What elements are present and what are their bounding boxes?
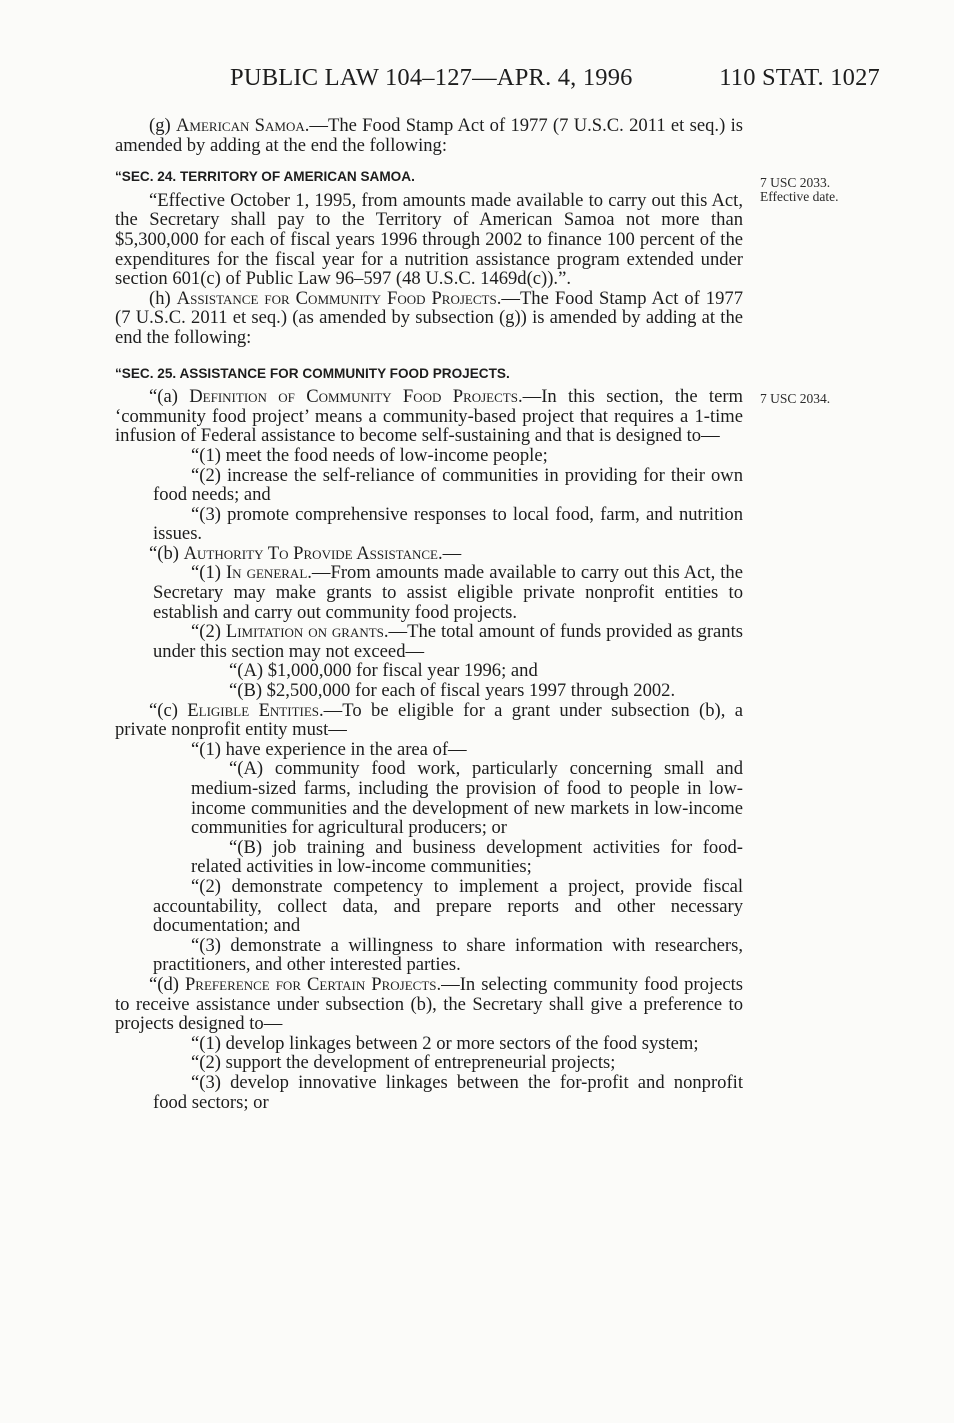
subsection-b-2-A: “(A) $1,000,000 for fiscal year 1996; and [229,660,538,682]
paragraph-heading: Assistance for Community Food Projects [176,287,497,309]
paragraph-heading: American Samoa [175,115,305,136]
subsection-heading: Preference for Certain Projects [184,973,437,995]
paragraph-g: (g) American Samoa.—The Food Stamp Act of 1977 (7 U.S.C. 2011 et seq.) is amended by adding at the end the following: [115,115,743,156]
margin-citation-sec25 [760,392,830,406]
subsection-c-1-B: “(B) job training and business development activities for food-related activities in low-income communities; [191,836,743,878]
subsection-a-1: “(1) meet the food needs of low-income people; [191,444,548,466]
subsection-c-2: “(2) demonstrate competency to implement a project, provide fiscal accountability, collect data, and prepare reports and other necessary documentation; and [153,875,743,937]
statute-page-number: 110 STAT. 1027 [719,64,880,91]
section-24-heading: “SEC. 24. TERRITORY OF AMERICAN SAMOA. [115,169,415,185]
paragraph-heading: Limitation on grants [225,621,384,643]
margin-usc-cite: 7 USC 2033. [760,175,831,190]
subsection-d-1: “(1) develop linkages between 2 or more sectors of the food system; [191,1032,699,1054]
document-body [115,116,743,1112]
subsection-c-1: “(1) have experience in the area of— [191,738,467,760]
subsection-heading: Eligible Entities [187,699,320,721]
subsection-d: “(d) Preference for Certain Projects.—In selecting community food projects to receive assistance under subsection (b), the Secretary shall give a preference to projects designed to— [115,973,743,1035]
subsection-d-2: “(2) support the development of entrepreneurial projects; [191,1052,616,1074]
section-25-heading: “SEC. 25. ASSISTANCE FOR COMMUNITY FOOD PROJECTS. [115,365,510,381]
subsection-c: “(c) Eligible Entities.—To be eligible for a grant under subsection (b), a private nonprofit entity must— [115,699,743,741]
subsection-b: “(b) Authority To Provide Assistance.— [149,542,462,564]
subsection-b-1: “(1) In general.—From amounts made available to carry out this Act, the Secretary may make grants to assist eligible private nonprofit entities to establish and carry out community food projects. [153,562,743,623]
subsection-b-2: “(2) Limitation on grants.—The total amount of funds provided as grants under this section may not exceed— [153,621,743,662]
section-24-text: “Effective October 1, 1995, from amounts made available to carry out this Act, the Secretary shall pay to the Territory of American Samoa not more than $5,300,000 for each of fiscal years 1996 through 2002 to finance 100 percent of the expenditures for the fiscal year for a nutrition assistance program extended under section 601(c) of Public Law 96–597 (48 U.S.C. 1469d(c)).”. [115,189,743,290]
page-header [230,64,880,100]
paragraph-h: (h) Assistance for Community Food Projects.—The Food Stamp Act of 1977 (7 U.S.C. 2011 et seq.) (as amended by subsection (g)) is amended by adding at the end the following: [115,287,743,348]
paragraph-heading: In general [225,562,308,584]
subsection-a-3: “(3) promote comprehensive responses to local food, farm, and nutrition issues. [153,503,743,545]
subsection-c-3: “(3) demonstrate a willingness to share information with researchers, practitioners, and other interested parties. [153,934,743,976]
subsection-heading: Definition of Community Food Projects [189,386,518,408]
law-title: PUBLIC LAW 104–127—APR. 4, 1996 [230,64,633,91]
subsection-b-2-B: “(B) $2,500,000 for each of fiscal years 1997 through 2002. [229,680,676,702]
subsection-c-1-A: “(A) community food work, particularly concerning small and medium-sized farms, including the provision of food to people in low-income communities and the development of new markets in low-income communities for agricultural producers; or [191,758,743,839]
margin-effective-date: Effective date. [760,189,839,204]
subsection-d-3: “(3) develop innovative linkages between the for-profit and nonprofit food sectors; or [153,1071,743,1113]
subsection-a: “(a) Definition of Community Food Projects.—In this section, the term ‘community food project’ means a community-based project that requires a 1-time infusion of Federal assistance to become self-sustaining and that is designed to— [115,386,743,447]
subsection-a-2: “(2) increase the self-reliance of communities in providing for their own food needs; and [153,464,743,506]
subsection-heading: Authority To Provide Assistance [183,542,438,564]
margin-citation-sec24 [760,176,838,204]
margin-usc-cite: 7 USC 2034. [760,391,831,406]
